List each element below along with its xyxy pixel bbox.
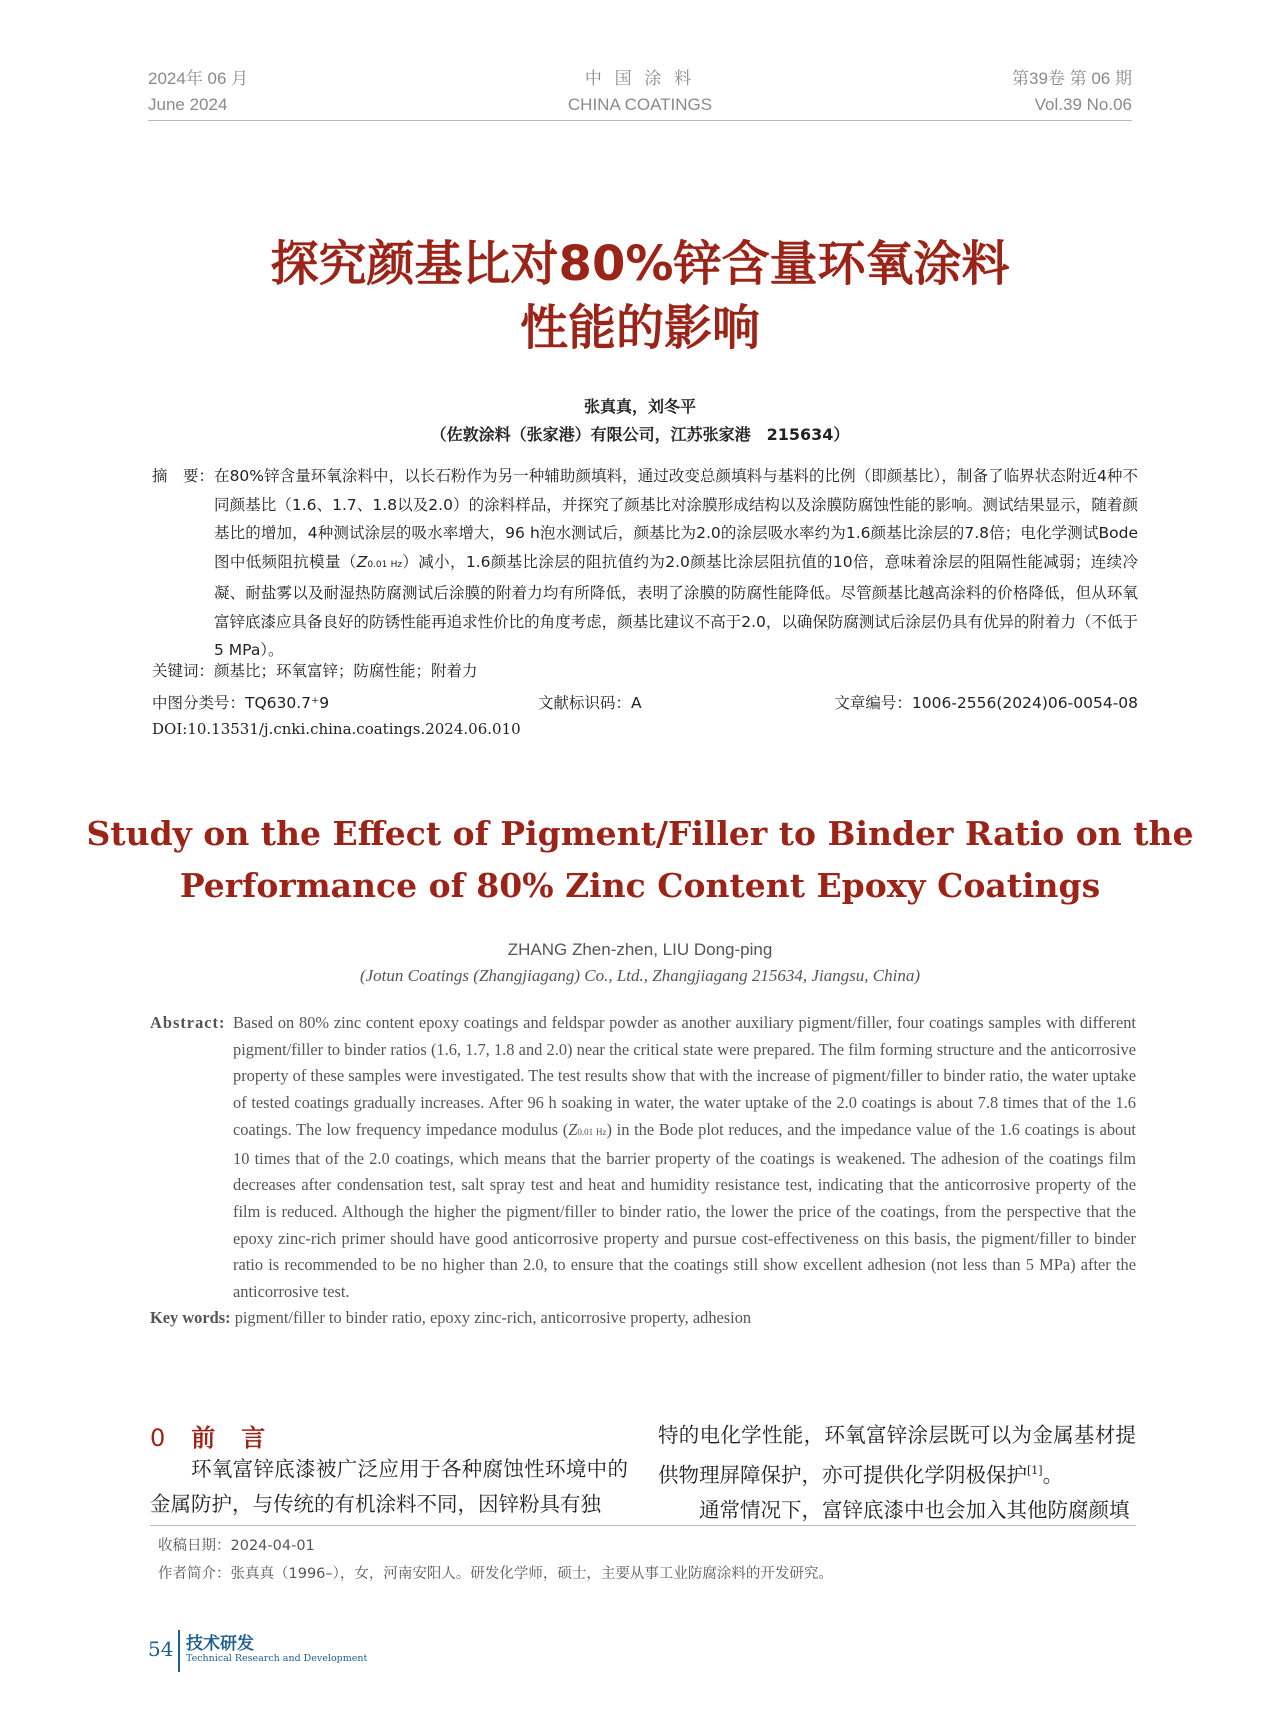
abstract-en-text (233, 1010, 1136, 1306)
body-paragraph-left: 环氧富锌底漆被广泛应用于各种腐蚀性环境中的金属防护，与传统的有机涂料不同，因锌粉具有独 (150, 1457, 628, 1516)
abstract-cn-text-b: ）减小，1.6颜基比涂层的阻抗值约为2.0颜基比涂层阻抗值的10倍，意味着涂层的阻隔性能减弱；连续冷凝、耐盐雾以及耐湿热防腐测试后涂膜的附着力均有所降低，表明了涂膜的防腐性能降低。尽管颜基比越高涂料的价格降低，但从环氧富锌底漆应具备良好的防锈性能再追求性价比的角度考虑，颜基比建议不高于2.0，以确保防腐测试后涂层仍具有优异的附着力（不低于5 MPa）。 (214, 552, 1138, 659)
abstract-cn-text (214, 462, 1138, 665)
abstract-en-text-a: Based on 80% zinc content epoxy coatings and feldspar powder as another auxiliary pigment/filler, four coatings samples with different pigment/filler to binder ratios (1.6, 1.7, 1.8 and 2.0) near the critical state were prepared. The film forming structure and the anticorrosive property of these samples were investigated. The test results show that with the increase of pigment/filler to binder ratio, the water uptake of tested coatings gradually increases. After 96 h soaking in water, the water uptake of the 2.0 coatings is about 7.8 times that of the 1.6 coatings. The low frequency impedance modulus ( (233, 1013, 1136, 1139)
document-code: 文献标识码：A (538, 694, 642, 712)
footnote-divider (150, 1525, 1136, 1526)
abstract-en-z-subscript: 0.01 Hz (577, 1126, 607, 1137)
section-title: 前言 (191, 1424, 292, 1452)
header-journal-cn: 中 国 涂 料 (584, 69, 696, 88)
author-bio: 作者简介：张真真（1996–），女，河南安阳人。研发化学师，硕士，主要从事工业防腐涂料的开发研究。 (158, 1566, 833, 1582)
body-text-right-a: 特的电化学性能，环氧富锌涂层既可以为金属基材提供物理屏障保护，亦可提供化学阴极保护 (658, 1423, 1136, 1487)
footer-section-en: Technical Research and Development (186, 1653, 368, 1664)
keywords-en-label: Key words: (150, 1308, 231, 1327)
keywords-en (150, 1308, 751, 1328)
title-cn-line2: 性能的影响 (519, 300, 760, 356)
body-paragraph-right-1 (658, 1418, 1136, 1493)
abstract-en (150, 1010, 1136, 1306)
header-journal (148, 66, 1132, 118)
authors-cn: 张真真，刘冬平 (583, 397, 696, 416)
authors-en: ZHANG Zhen-zhen, LIU Dong-ping (507, 940, 773, 959)
doi: DOI:10.13531/j.cnki.china.coatings.2024.06.010 (152, 720, 521, 738)
body-column-left (150, 1452, 628, 1522)
abstract-en-z-symbol: Z (568, 1119, 578, 1139)
abstract-cn-z-subscript: 0.01 Hz (367, 559, 403, 570)
abstract-en-label: Abstract: (150, 1013, 226, 1032)
body-column-right (658, 1418, 1136, 1528)
body-paragraph-right-2: 通常情况下，富锌底漆中也会加入其他防腐颜填 (699, 1497, 1130, 1522)
title-en-line2: Performance of 80% Zinc Content Epoxy Coatings (179, 866, 1101, 905)
body-text-right-b: 。 (1042, 1462, 1064, 1487)
abstract-cn (152, 462, 1138, 665)
affiliation-cn: （佐敦涂料（张家港）有限公司，江苏张家港 215634） (430, 425, 850, 444)
footer-section-cn: 技术研发 (186, 1634, 254, 1654)
section-heading (150, 1418, 291, 1453)
header-date-en: June 2024 (148, 95, 228, 114)
abstract-cn-text-a: 在80%锌含量环氧涂料中，以长石粉作为另一种辅助颜填料，通过改变总颜填料与基料的比例（即颜基比），制备了临界状态附近4种不同颜基比（1.6、1.7、1.8以及2.0）的涂料样品，并探究了颜基比对涂膜形成结构以及涂膜防腐蚀性能的影响。测试结果显示，随着颜基比的增加，4种测试涂层的吸水率增大，96 h泡水测试后，颜基比为2.0的涂层吸水率约为1.6颜基比涂层的7.8倍；电化学测试Bode图中低频阻抗模量（ (214, 467, 1138, 571)
footer-divider (178, 1630, 180, 1672)
received-date: 收稿日期：2024-04-01 (158, 1538, 315, 1554)
header-journal-en: CHINA COATINGS (567, 95, 713, 114)
abstract-cn-z-symbol: Z (356, 552, 368, 571)
header-volume-cn: 第39卷 第 06 期 (1012, 69, 1132, 88)
article-number: 文章编号：1006-2556(2024)06-0054-08 (834, 694, 1138, 712)
keywords-en-text: pigment/filler to binder ratio, epoxy zinc-rich, anticorrosive property, adhesion (234, 1308, 752, 1327)
page-number: 54 (148, 1637, 174, 1661)
section-number: 0 (150, 1424, 166, 1452)
citation-ref[interactable]: [1] (1027, 1464, 1043, 1477)
keywords-cn: 关键词：颜基比；环氧富锌；防腐性能；附着力 (152, 662, 478, 680)
title-cn (0, 232, 1280, 360)
affiliation-en: (Jotun Coatings (Zhangjiagang) Co., Ltd., Zhangjiagang 215634, Jiangsu, China) (359, 966, 921, 985)
title-en-line1: Study on the Effect of Pigment/Filler to Binder Ratio on the (86, 814, 1194, 853)
title-en (0, 808, 1280, 912)
abstract-en-text-b: ) in the Bode plot reduces, and the impedance value of the 1.6 coatings is about 10 times that of the 2.0 coatings, which means that the barrier property of the coatings is weakened. The adhesion of the coatings film decreases after condensation test, salt spray test and heat and humidity resistance test, indicating that the anticorrosive property of the film is reduced. Although the higher the pigment/filler to binder ratio, the lower the price of the coatings, from the perspective that the epoxy zinc-rich primer should have good anticorrosive property and pursue cost-effectiveness on this basis, the pigment/filler to binder ratio is recommended to be no higher than 2.0, to ensure that the coatings still show excellent adhesion (not less than 5 MPa) after the anticorrosive test. (233, 1119, 1136, 1302)
header-volume-en: Vol.39 No.06 (1034, 95, 1132, 114)
title-cn-line1: 探究颜基比对80%锌含量环氧涂料 (270, 236, 1010, 292)
header-volume (1012, 66, 1132, 118)
abstract-cn-label: 摘 要： (152, 467, 215, 485)
running-header (148, 66, 1132, 121)
clc-number: 中图分类号：TQ630.7⁺9 (152, 694, 330, 712)
header-date-cn: 2024年 06 月 (148, 69, 249, 88)
